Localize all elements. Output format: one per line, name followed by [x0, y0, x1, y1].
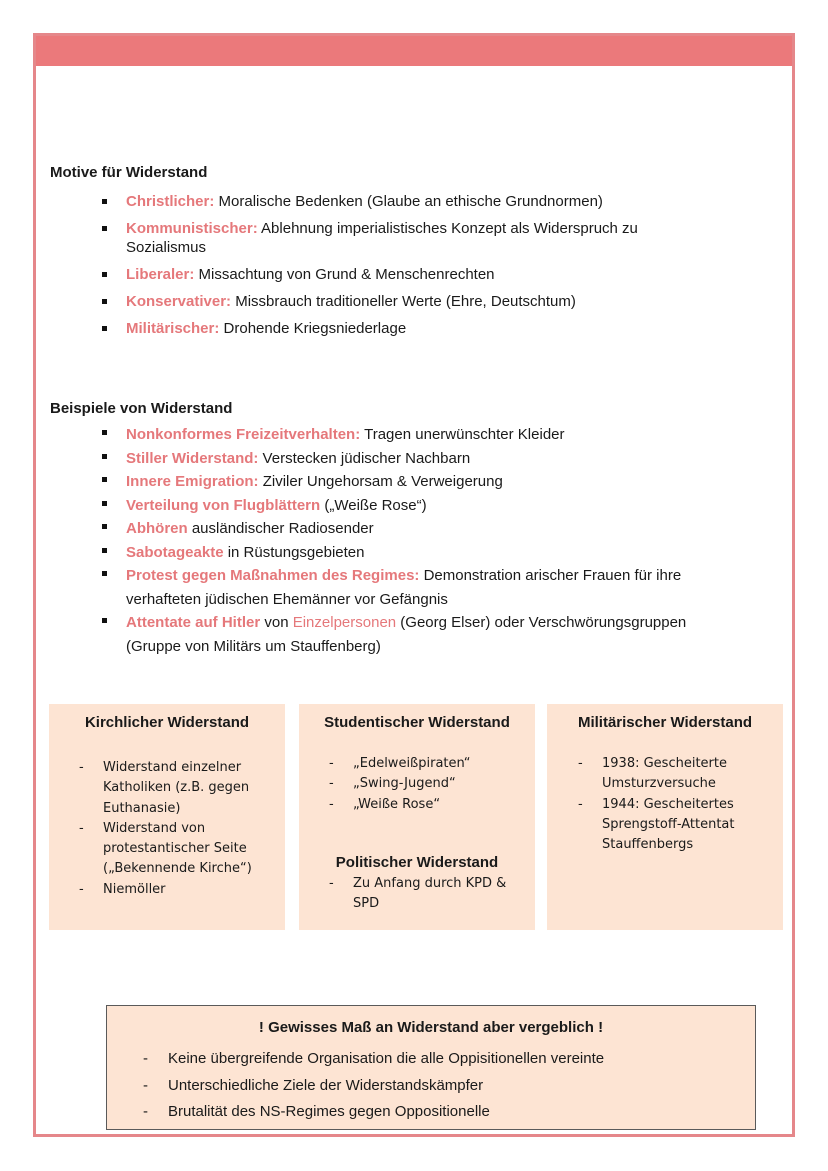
box-list — [576, 754, 776, 855]
box-title: Kirchlicher Widerstand — [84, 714, 250, 731]
list-item: - „Edelweißpiraten“ — [327, 754, 527, 774]
list-item: - Widerstand einzelner Katholiken (z.B. gegen Euthanasie) — [77, 758, 277, 819]
section-title-motive: Motive für Widerstand — [50, 164, 208, 181]
summary-title: ! Gewisses Maß an Widerstand aber vergeblich ! — [258, 1019, 604, 1036]
box-title: Studentischer Widerstand — [324, 714, 510, 731]
list-item: Protest gegen Maßnahmen des Regimes: Demonstration arischer Frauen für ihre verhafteten jüdischen Ehemänner vor Gefängnis — [100, 564, 730, 611]
list-item: Attentate auf Hitler von Einzelpersonen (Georg Elser) oder Verschwörungsgruppen (Gruppe von Militärs um Stauffenberg) — [100, 611, 730, 658]
list-item: Konservativer: Missbrauch traditioneller Werte (Ehre, Deutschtum) — [100, 292, 710, 311]
list-item: - Unterschiedliche Ziele der Widerstandskämpfer — [141, 1073, 604, 1100]
list-item: - 1944: Gescheitertes Sprengstoff-Attentat Stauffenbergs — [576, 795, 776, 856]
list-item: Sabotageakte in Rüstungsgebieten — [100, 541, 730, 565]
box-title: Militärischer Widerstand — [577, 714, 753, 731]
list-item: - Widerstand von protestantischer Seite („Bekennende Kirche“) — [77, 819, 277, 880]
list-item: - Brutalität des NS-Regimes gegen Oppositionelle — [141, 1099, 604, 1126]
list-item: Innere Emigration: Ziviler Ungehorsam & Verweigerung — [100, 470, 730, 494]
list-item: Abhören ausländischer Radiosender — [100, 517, 730, 541]
box-studentischer-widerstand — [299, 704, 535, 930]
list-item: Kommunistischer: Ablehnung imperialistisches Konzept als Widerspruch zu Sozialismus — [100, 219, 710, 257]
box-kirchlicher-widerstand — [49, 704, 285, 930]
list-item: - Keine übergreifende Organisation die alle Oppisitionellen vereinte — [141, 1046, 604, 1073]
beispiele-list — [100, 423, 730, 658]
list-item: - „Weiße Rose“ — [327, 795, 527, 815]
box-subtitle: Politischer Widerstand — [335, 854, 499, 871]
summary-list — [141, 1046, 604, 1126]
list-item: - „Swing-Jugend“ — [327, 774, 527, 794]
list-item: Verteilung von Flugblättern („Weiße Rose“) — [100, 494, 730, 518]
box-militaerischer-widerstand — [547, 704, 783, 930]
motive-list — [100, 192, 710, 338]
box-list — [77, 758, 277, 900]
list-item: Militärischer: Drohende Kriegsniederlage — [100, 319, 710, 338]
summary-box — [106, 1005, 756, 1130]
list-item: Stiller Widerstand: Verstecken jüdischer Nachbarn — [100, 447, 730, 471]
list-item: Christlicher: Moralische Bedenken (Glaube an ethische Grundnormen) — [100, 192, 710, 211]
section-title-beispiele: Beispiele von Widerstand — [50, 400, 233, 417]
list-item: Nonkonformes Freizeitverhalten: Tragen unerwünschter Kleider — [100, 423, 730, 447]
box-sublist — [327, 874, 527, 915]
header-bar — [36, 36, 792, 66]
list-item: - Zu Anfang durch KPD & SPD — [327, 874, 527, 915]
list-item: - 1938: Gescheiterte Umsturzversuche — [576, 754, 776, 795]
list-item: Liberaler: Missachtung von Grund & Menschenrechten — [100, 265, 710, 284]
box-list — [327, 754, 527, 815]
list-item: - Niemöller — [77, 880, 277, 900]
